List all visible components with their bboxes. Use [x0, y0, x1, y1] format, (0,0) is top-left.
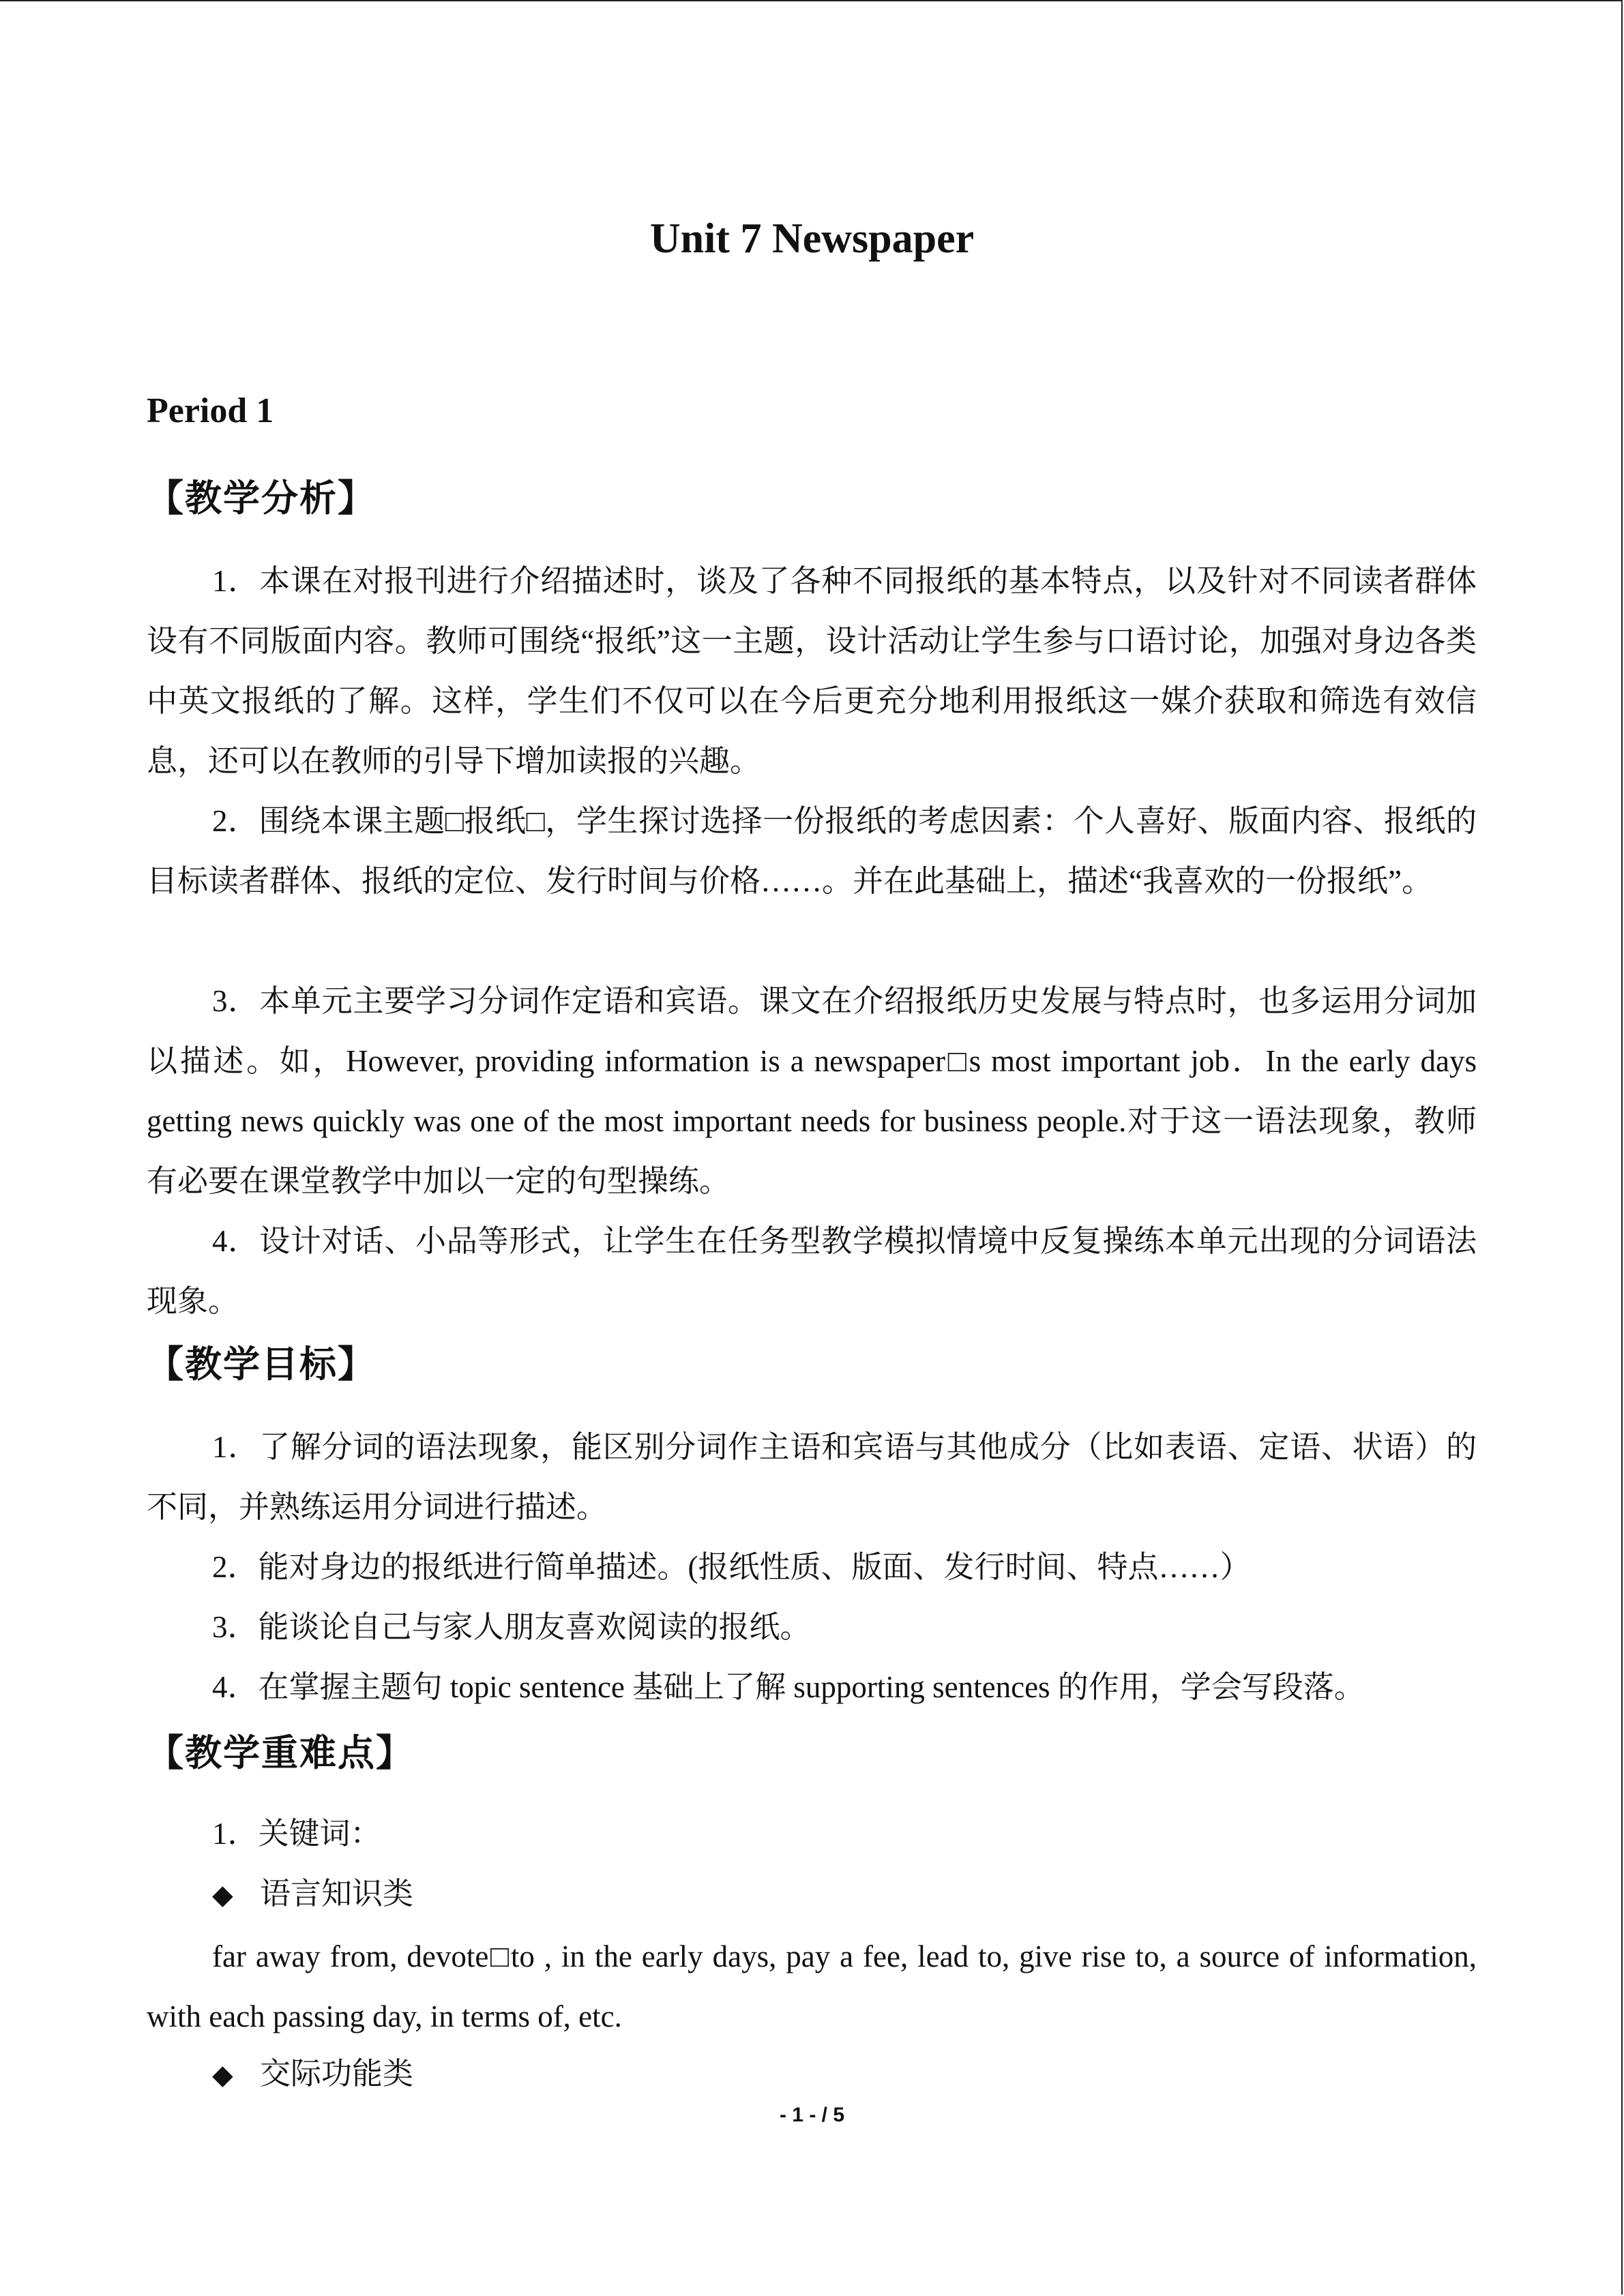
- bullet-language-label: 语言知识类: [260, 1877, 414, 1911]
- bullet-language-knowledge: [212, 1864, 413, 1925]
- key-points-heading: 【教学重难点】: [147, 1731, 414, 1774]
- objectives-line-4: 4．在掌握主题句 topic sentence 基础上了解 supporting sentences 的作用，学会写段落。: [212, 1670, 1365, 1704]
- objectives-heading: 【教学目标】: [147, 1343, 376, 1386]
- period-heading: Period 1: [147, 391, 274, 430]
- page-number-footer: - 1 - / 5: [779, 2104, 845, 2126]
- diamond-bullet-icon: ◆: [212, 2059, 233, 2091]
- analysis-paragraph-4: 4．设计对话、小品等形式，让学生在任务型教学模拟情境中反复操练本单元出现的分词语法现象。: [147, 1224, 1477, 1318]
- bullet-function-label: 交际功能类: [260, 2057, 414, 2091]
- objectives-line-2: 2．能对身边的报纸进行简单描述。(报纸性质、版面、发行时间、特点……）: [212, 1550, 1251, 1584]
- objectives-paragraph-1: 1．了解分词的语法现象，能区别分词作主语和宾语与其他成分（比如表语、定语、状语）的不同，并熟练运用分词进行描述。: [147, 1430, 1477, 1524]
- document-title: Unit 7 Newspaper: [649, 215, 975, 262]
- diamond-bullet-icon: ◆: [212, 1879, 233, 1911]
- objectives-line-3: 3．能谈论自己与家人朋友喜欢阅读的报纸。: [212, 1610, 811, 1644]
- analysis-paragraph-2: 2．围绕本课主题□报纸□，学生探讨选择一份报纸的考虑因素：个人喜好、版面内容、报纸的目标读者群体、报纸的定位、发行时间与价格……。并在此基础上，描述“我喜欢的一份报纸”。: [147, 804, 1477, 898]
- analysis-paragraph-3: 3．本单元主要学习分词作定语和宾语。课文在介绍报纸历史发展与特点时，也多运用分词加以描述。如，However, providing information is a newspaper□s most important job．In the early days getting news quickly was one of the most important needs for business people.对于这一语法现象，教师有必要在课堂教学中加以一定的句型操练。: [147, 984, 1477, 1198]
- key-phrases-paragraph: far away from, devote□to , in the early days, pay a fee, lead to, give rise to, a source of information, with each passing day, in terms of, etc.: [147, 1939, 1477, 2033]
- analysis-heading: 【教学分析】: [147, 477, 376, 520]
- bullet-communicative-function: [212, 2044, 413, 2105]
- key-points-intro: 1．关键词：: [212, 1817, 381, 1851]
- analysis-paragraph-1: 1．本课在对报刊进行介绍描述时，谈及了各种不同报纸的基本特点，以及针对不同读者群体设有不同版面内容。教师可围绕“报纸”这一主题，设计活动让学生参与口语讨论，加强对身边各类中英文报纸的了解。这样，学生们不仅可以在今后更充分地利用报纸这一媒介获取和筛选有效信息，还可以在教师的引导下增加读报的兴趣。: [147, 564, 1477, 778]
